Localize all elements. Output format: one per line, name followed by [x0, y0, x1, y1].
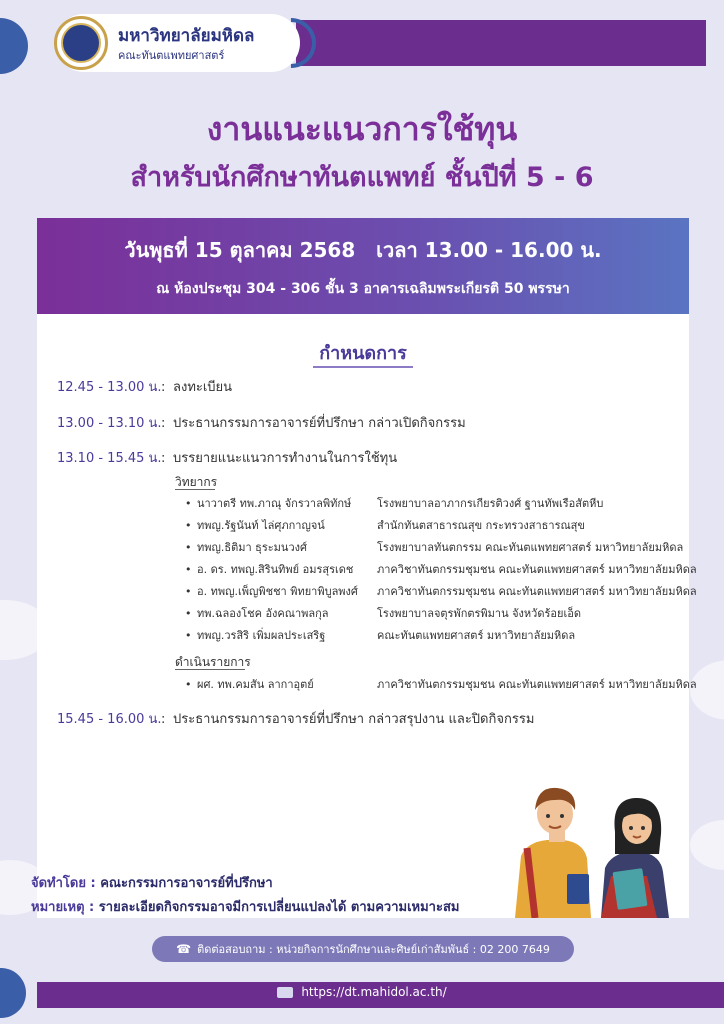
schedule-colon: : [161, 451, 166, 466]
schedule-activity: บรรยายแนะแนวการทำงานในการใช้ทุน [173, 451, 398, 466]
schedule-time: 12.45 - 13.00 น. [57, 380, 162, 395]
speaker-item [185, 560, 697, 578]
speaker-name: ทพ.ฉลองโชค อังคณาพลกุล [197, 607, 329, 620]
phone-icon: ☎ [176, 942, 192, 956]
moderator-label-underline [175, 669, 245, 670]
organizer-note [31, 872, 273, 893]
remark-label: หมายเหตุ : [31, 900, 95, 915]
university-name: มหาวิทยาลัยมหิดล [118, 26, 255, 46]
schedule-card [37, 314, 697, 918]
schedule-colon: : [161, 380, 166, 395]
schedule-heading: กำหนดการ [319, 343, 407, 364]
bullet: • [185, 629, 192, 642]
schedule-row [57, 447, 397, 468]
speaker-item [185, 538, 683, 556]
speaker-name: นาวาตรี ทพ.ภาณุ จักรวาลพิทักษ์ [197, 497, 352, 510]
student-boy-illustration [515, 788, 591, 918]
event-title: งานแนะแนวการใช้ทุน [206, 110, 518, 148]
student-girl-illustration [601, 798, 669, 918]
speaker-name: อ. ดร. ทพญ.สิรินทิพย์ อมรสุรเดช [197, 563, 354, 576]
speaker-affiliation: คณะทันตแพทยศาสตร์ มหาวิทยาลัยมหิดล [377, 629, 576, 642]
bullet: • [185, 541, 192, 554]
bullet: • [185, 563, 192, 576]
schedule-row [57, 412, 466, 433]
bullet: • [185, 607, 192, 620]
moderator-name: ผศ. ทพ.คมสัน ลากาอุตย์ [197, 678, 314, 691]
schedule-time: 15.45 - 16.00 น. [57, 712, 162, 727]
contact-text: ติดต่อสอบถาม : หน่วยกิจการนักศึกษาและศิษย์เก่าสัมพันธ์ : 02 200 7649 [197, 943, 550, 956]
remark-value: รายละเอียดกิจกรรมอาจมีการเปลี่ยนแปลงได้ ตามความเหมาะสม [98, 900, 460, 915]
schedule-activity: ประธานกรรมการอาจารย์ที่ปรึกษา กล่าวสรุปงาน และปิดกิจกรรม [173, 712, 535, 727]
schedule-colon: : [161, 416, 166, 431]
speaker-affiliation: โรงพยาบาลทันตกรรม คณะทันตแพทยศาสตร์ มหาวิทยาลัยมหิดล [377, 541, 684, 554]
university-logo [54, 16, 108, 70]
speaker-name: อ. ทพญ.เพ็ญพิชชา พิทยาพิบูลพงศ์ [197, 585, 358, 598]
speaker-item [185, 516, 585, 534]
organizer-label: จัดทำโดย : [31, 876, 96, 891]
speakers-label-underline [175, 489, 215, 490]
mail-icon [277, 987, 293, 998]
cloud-decoration [690, 820, 724, 870]
schedule-heading-underline [313, 366, 413, 368]
students-illustration [497, 776, 677, 918]
event-date-time: วันพุธที่ 15 ตุลาคม 2568 เวลา 13.00 - 16.00 น. [124, 238, 602, 262]
speakers-label: วิทยากร [175, 475, 218, 489]
speaker-name: ทพญ.วรสิริ เพิ่มผลประเสริฐ [197, 629, 326, 642]
speaker-item [185, 604, 581, 622]
schedule-time: 13.00 - 13.10 น. [57, 416, 162, 431]
schedule-row [57, 376, 232, 397]
schedule-time: 13.10 - 15.45 น. [57, 451, 162, 466]
schedule-colon: : [161, 712, 166, 727]
remark-note [31, 896, 459, 917]
schedule-activity: ลงทะเบียน [173, 380, 233, 395]
moderator-item [185, 675, 697, 693]
corner-circle-decoration [0, 18, 28, 74]
speaker-affiliation: ภาควิชาทันตกรรมชุมชน คณะทันตแพทยศาสตร์ มหาวิทยาลัยมหิดล [377, 563, 697, 576]
speaker-item [185, 494, 603, 512]
speaker-affiliation: ภาควิชาทันตกรรมชุมชน คณะทันตแพทยศาสตร์ มหาวิทยาลัยมหิดล [377, 585, 697, 598]
event-info-banner [37, 218, 689, 314]
schedule-activity: ประธานกรรมการอาจารย์ที่ปรึกษา กล่าวเปิดกิจกรรม [173, 416, 466, 431]
speaker-item [185, 582, 697, 600]
event-location: ณ ห้องประชุม 304 - 306 ชั้น 3 อาคารเฉลิมพระเกียรติ 50 พรรษา [156, 281, 570, 297]
website-row [0, 985, 724, 999]
logo-emblem-icon [61, 23, 101, 63]
speaker-affiliation: สำนักทันตสาธารณสุข กระทรวงสาธารณสุข [377, 519, 585, 532]
event-subtitle: สำหรับนักศึกษาทันตแพทย์ ชั้นปีที่ 5 - 6 [130, 162, 594, 193]
bullet: • [185, 585, 192, 598]
bullet: • [185, 497, 192, 510]
organizer-value: คณะกรรมการอาจารย์ที่ปรึกษา [100, 876, 273, 891]
contact-pill [152, 936, 574, 962]
speaker-affiliation: โรงพยาบาลอาภากรเกียรติวงศ์ ฐานทัพเรือสัตหีบ [377, 497, 604, 510]
speaker-affiliation: โรงพยาบาลจตุรพักตรพิมาน จังหวัดร้อยเอ็ด [377, 607, 581, 620]
schedule-row [57, 708, 534, 729]
bullet: • [185, 678, 192, 691]
speaker-item [185, 626, 575, 644]
bullet: • [185, 519, 192, 532]
header-bar [296, 20, 706, 66]
speaker-name: ทพญ.รัฐนันท์ ไล่ศุภกาญจน์ [197, 519, 325, 532]
website-url[interactable]: https://dt.mahidol.ac.th/ [301, 985, 447, 999]
faculty-name: คณะทันตแพทยศาสตร์ [118, 49, 225, 62]
moderator-label: ดำเนินรายการ [175, 655, 251, 669]
moderator-affiliation: ภาควิชาทันตกรรมชุมชน คณะทันตแพทยศาสตร์ มหาวิทยาลัยมหิดล [377, 678, 697, 691]
speaker-name: ทพญ.ธิติมา ธุระมนวงศ์ [197, 541, 307, 554]
